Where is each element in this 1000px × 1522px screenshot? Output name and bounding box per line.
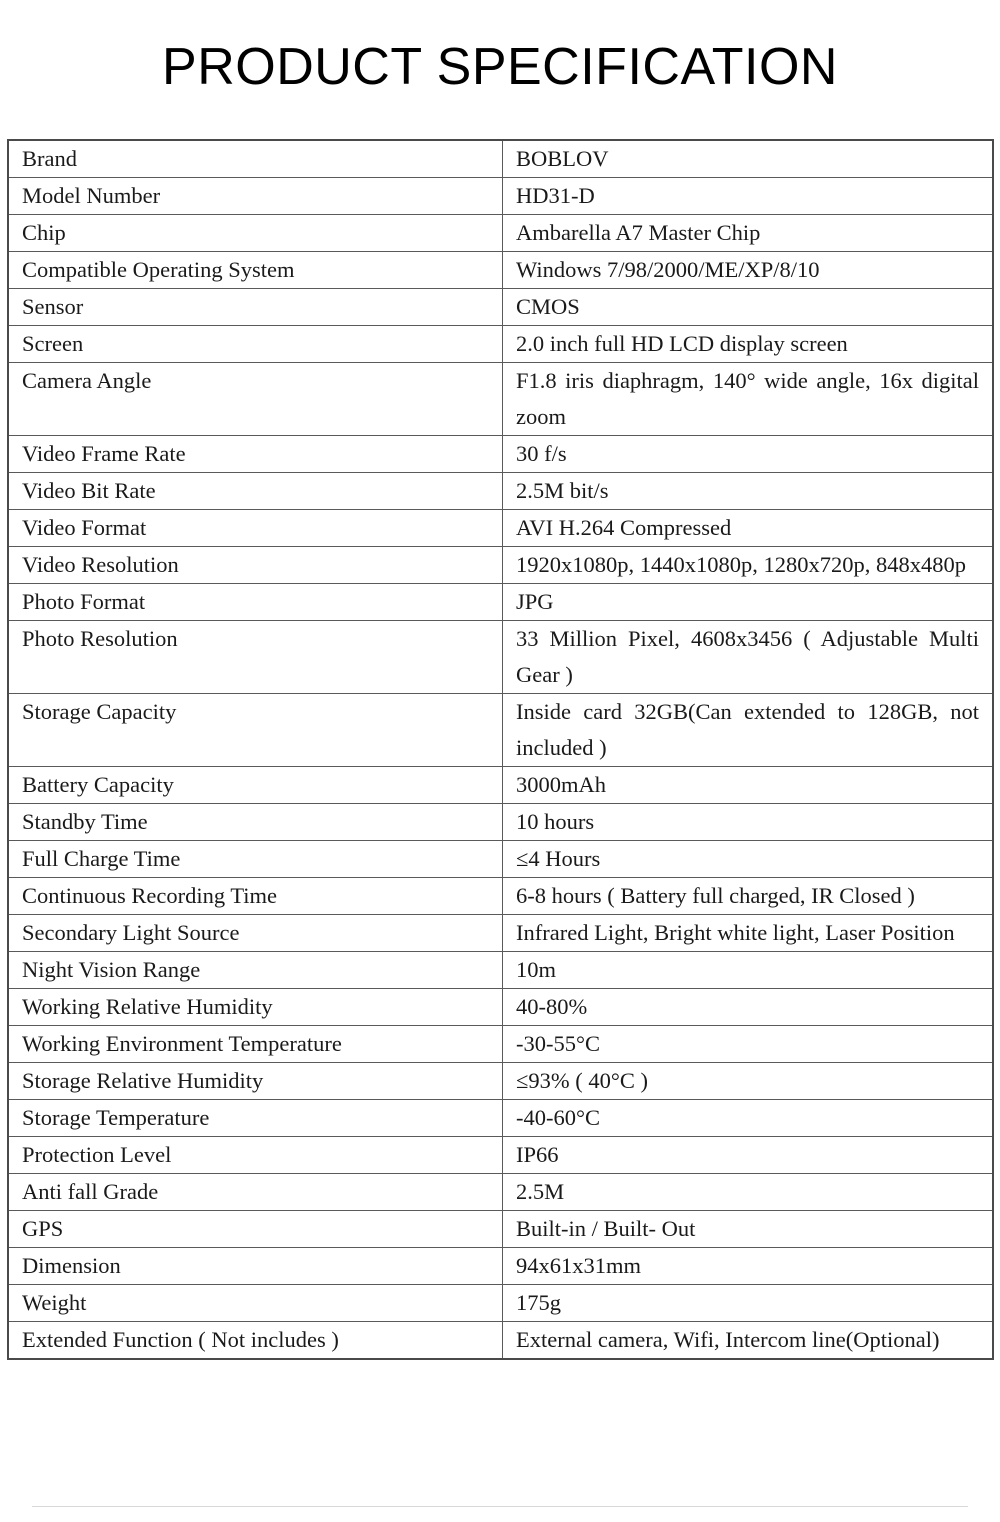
spec-value: 10 hours: [503, 804, 994, 841]
spec-label: Video Bit Rate: [8, 473, 503, 510]
spec-label: Photo Format: [8, 584, 503, 621]
spec-label: Secondary Light Source: [8, 915, 503, 952]
spec-row: [8, 363, 993, 436]
spec-row: [8, 767, 993, 804]
spec-row: [8, 1174, 993, 1211]
spec-value: 10m: [503, 952, 994, 989]
spec-value: 1920x1080p, 1440x1080p, 1280x720p, 848x480p: [503, 547, 994, 584]
page-title: PRODUCT SPECIFICATION: [162, 38, 838, 96]
spec-value: -40-60°C: [503, 1100, 994, 1137]
spec-label: Anti fall Grade: [8, 1174, 503, 1211]
spec-row: [8, 878, 993, 915]
spec-value: IP66: [503, 1137, 994, 1174]
spec-label: Continuous Recording Time: [8, 878, 503, 915]
spec-row: [8, 694, 993, 767]
spec-label: Dimension: [8, 1248, 503, 1285]
spec-value: Infrared Light, Bright white light, Laser Position: [503, 915, 994, 952]
spec-label: Video Resolution: [8, 547, 503, 584]
spec-row: [8, 915, 993, 952]
spec-row: [8, 252, 993, 289]
spec-row: [8, 989, 993, 1026]
spec-row: [8, 1211, 993, 1248]
spec-value: HD31-D: [503, 178, 994, 215]
spec-value: 3000mAh: [503, 767, 994, 804]
spec-label: Weight: [8, 1285, 503, 1322]
spec-row: [8, 584, 993, 621]
spec-label: Storage Capacity: [8, 694, 503, 767]
spec-value: ≤93% ( 40°C ): [503, 1063, 994, 1100]
spec-row: [8, 510, 993, 547]
spec-value: 94x61x31mm: [503, 1248, 994, 1285]
spec-label: Extended Function ( Not includes ): [8, 1322, 503, 1360]
spec-value: BOBLOV: [503, 140, 994, 178]
spec-value: ≤4 Hours: [503, 841, 994, 878]
spec-row: [8, 1322, 993, 1360]
spec-label: Compatible Operating System: [8, 252, 503, 289]
spec-label: Protection Level: [8, 1137, 503, 1174]
spec-value: -30-55°C: [503, 1026, 994, 1063]
spec-row: [8, 1137, 993, 1174]
spec-label: Video Frame Rate: [8, 436, 503, 473]
spec-row: [8, 1026, 993, 1063]
spec-row: [8, 1063, 993, 1100]
spec-label: Model Number: [8, 178, 503, 215]
spec-label: Storage Relative Humidity: [8, 1063, 503, 1100]
spec-value: 30 f/s: [503, 436, 994, 473]
spec-row: [8, 952, 993, 989]
spec-value: F1.8 iris diaphragm, 140° wide angle, 16x digital zoom: [503, 363, 994, 436]
spec-row: [8, 547, 993, 584]
spec-label: Photo Resolution: [8, 621, 503, 694]
spec-value: AVI H.264 Compressed: [503, 510, 994, 547]
spec-row: [8, 1285, 993, 1322]
spec-value: JPG: [503, 584, 994, 621]
spec-row: [8, 215, 993, 252]
spec-label: Camera Angle: [8, 363, 503, 436]
spec-value: 2.0 inch full HD LCD display screen: [503, 326, 994, 363]
spec-row: [8, 621, 993, 694]
spec-value: CMOS: [503, 289, 994, 326]
spec-value: 33 Million Pixel, 4608x3456 ( Adjustable Multi Gear ): [503, 621, 994, 694]
spec-value: Windows 7/98/2000/ME/XP/8/10: [503, 252, 994, 289]
spec-table: [7, 139, 994, 1360]
spec-label: Chip: [8, 215, 503, 252]
spec-row: [8, 178, 993, 215]
spec-value: Inside card 32GB(Can extended to 128GB, not included ): [503, 694, 994, 767]
spec-row: [8, 326, 993, 363]
spec-row: [8, 436, 993, 473]
spec-row: [8, 140, 993, 178]
spec-label: Working Relative Humidity: [8, 989, 503, 1026]
spec-label: Storage Temperature: [8, 1100, 503, 1137]
spec-row: [8, 804, 993, 841]
spec-value: 6-8 hours ( Battery full charged, IR Closed ): [503, 878, 994, 915]
spec-value: 40-80%: [503, 989, 994, 1026]
spec-value: 2.5M: [503, 1174, 994, 1211]
spec-label: Full Charge Time: [8, 841, 503, 878]
spec-row: [8, 1248, 993, 1285]
spec-value: Built-in / Built- Out: [503, 1211, 994, 1248]
spec-value: 2.5M bit/s: [503, 473, 994, 510]
spec-label: Sensor: [8, 289, 503, 326]
spec-label: Battery Capacity: [8, 767, 503, 804]
spec-value: Ambarella A7 Master Chip: [503, 215, 994, 252]
spec-label: GPS: [8, 1211, 503, 1248]
spec-row: [8, 289, 993, 326]
spec-row: [8, 473, 993, 510]
spec-row: [8, 1100, 993, 1137]
spec-label: Working Environment Temperature: [8, 1026, 503, 1063]
spec-value: 175g: [503, 1285, 994, 1322]
spec-table-body: [8, 140, 993, 1359]
spec-label: Video Format: [8, 510, 503, 547]
spec-label: Night Vision Range: [8, 952, 503, 989]
spec-label: Screen: [8, 326, 503, 363]
footer-divider: [32, 1506, 968, 1507]
spec-label: Brand: [8, 140, 503, 178]
spec-value: External camera, Wifi, Intercom line(Optional): [503, 1322, 994, 1360]
spec-row: [8, 841, 993, 878]
spec-label: Standby Time: [8, 804, 503, 841]
